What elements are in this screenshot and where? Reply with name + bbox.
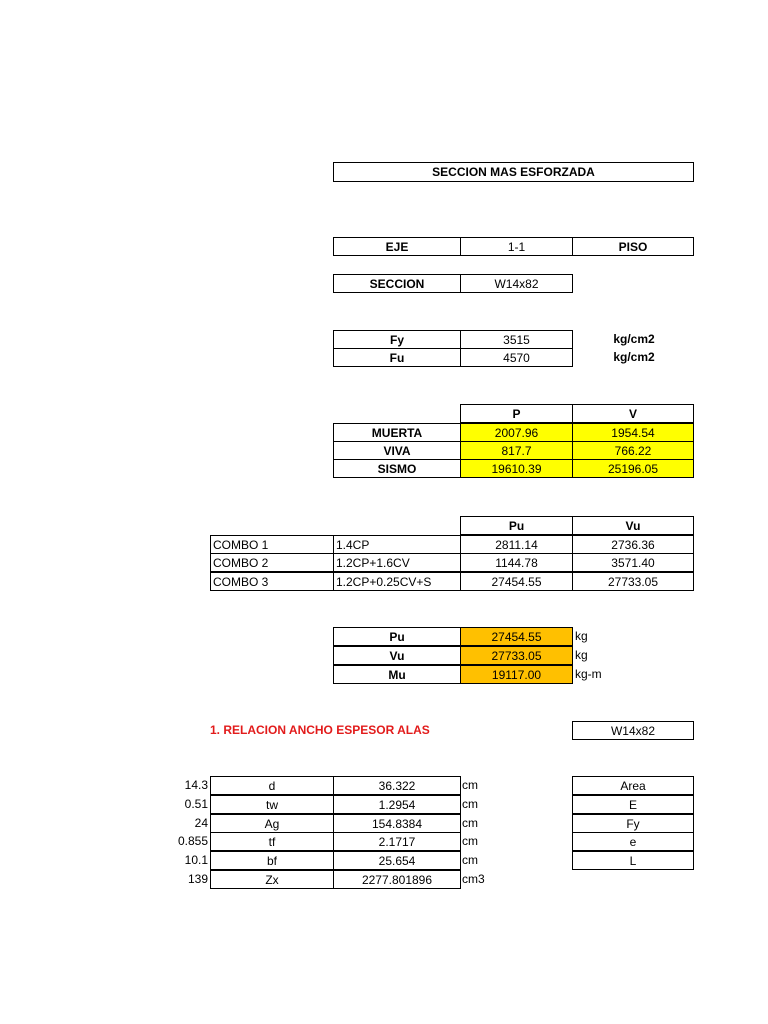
combos-header-vu: Vu [572,516,694,535]
combo-1-vu: 2736.36 [572,535,694,554]
load-p-muerta: 2007.96 [460,423,573,442]
prop-tf-name: tf [210,832,334,851]
design-vu-unit: kg [575,648,588,662]
prop-d-value: 36.322 [333,776,461,795]
eje-label-cell: EJE [333,237,461,256]
prop-tw-value: 1.2954 [333,795,461,814]
prop-bf-name: bf [210,851,334,870]
combo-3-formula: 1.2CP+0.25CV+S [333,572,461,591]
design-vu-value: 27733.05 [460,646,573,665]
combo-2-formula: 1.2CP+1.6CV [333,553,461,572]
load-v-muerta: 1954.54 [572,423,694,442]
load-name-sismo: SISMO [333,459,461,478]
prop-ag-value: 154.8384 [333,814,461,833]
prop-d-unit: cm [462,778,478,792]
combo-2-pu: 1144.78 [460,553,573,572]
fy-label-cell: Fy [333,330,461,349]
prop-tw-name: tw [210,795,334,814]
combos-header-pu: Pu [460,516,573,535]
load-v-viva: 766.22 [572,441,694,460]
design-pu-unit: kg [575,629,588,643]
prop-zx-inch: 139 [187,872,208,886]
design-pu-label: Pu [333,627,461,646]
loads-header-v: V [572,404,694,423]
prop-zx-name: Zx [210,870,334,889]
combo-1-formula: 1.4CP [333,535,461,554]
load-p-viva: 817.7 [460,441,573,460]
combo-3-name: COMBO 3 [210,572,334,591]
fu-label-cell: Fu [333,348,461,367]
fy-value-cell: 3515 [460,330,573,349]
prop-bf-value: 25.654 [333,851,461,870]
combo-1-name: COMBO 1 [210,535,334,554]
combo-2-name: COMBO 2 [210,553,334,572]
prop-bf-inch: 10.1 [184,853,208,867]
seccion-label-cell: SECCION [333,274,461,293]
load-v-sismo: 25196.05 [572,459,694,478]
design-mu-value: 19117.00 [460,665,573,684]
fy-unit: kg/cm2 [613,332,655,346]
prop-tw-unit: cm [462,797,478,811]
combo-1-pu: 2811.14 [460,535,573,554]
eje-value-cell: 1-1 [460,237,573,256]
load-p-sismo: 19610.39 [460,459,573,478]
section-1-profile: W14x82 [572,721,694,740]
piso-label-cell: PISO [572,237,694,256]
load-name-muerta: MUERTA [333,423,461,442]
prop-zx-unit: cm3 [462,872,485,886]
prop-tf-value: 2.1717 [333,832,461,851]
prop-d-name: d [210,776,334,795]
section-1-title: 1. RELACION ANCHO ESPESOR ALAS [210,723,430,737]
combo-3-vu: 27733.05 [572,572,694,591]
design-vu-label: Vu [333,646,461,665]
prop-ag-name: Ag [210,814,334,833]
prop-zx-value: 2277.801896 [333,870,461,889]
design-mu-label: Mu [333,665,461,684]
right-list-e-lower: e [572,832,694,851]
prop-tf-inch: 0.855 [177,834,208,848]
combo-2-vu: 3571.40 [572,553,694,572]
prop-ag-inch: 24 [194,816,208,830]
right-list-l: L [572,851,694,870]
fu-value-cell: 4570 [460,348,573,367]
prop-ag-unit: cm [462,816,478,830]
page-title: SECCION MAS ESFORZADA [333,162,694,182]
prop-tw-inch: 0.51 [184,797,208,811]
design-mu-unit: kg-m [575,667,602,681]
prop-bf-unit: cm [462,853,478,867]
loads-header-p: P [460,404,573,423]
right-list-fy: Fy [572,814,694,833]
combo-3-pu: 27454.55 [460,572,573,591]
right-list-e: E [572,795,694,814]
seccion-value-cell: W14x82 [460,274,573,293]
prop-d-inch: 14.3 [184,778,208,792]
fu-unit: kg/cm2 [613,350,655,364]
right-list-area: Area [572,776,694,795]
load-name-viva: VIVA [333,441,461,460]
design-pu-value: 27454.55 [460,627,573,646]
prop-tf-unit: cm [462,834,478,848]
